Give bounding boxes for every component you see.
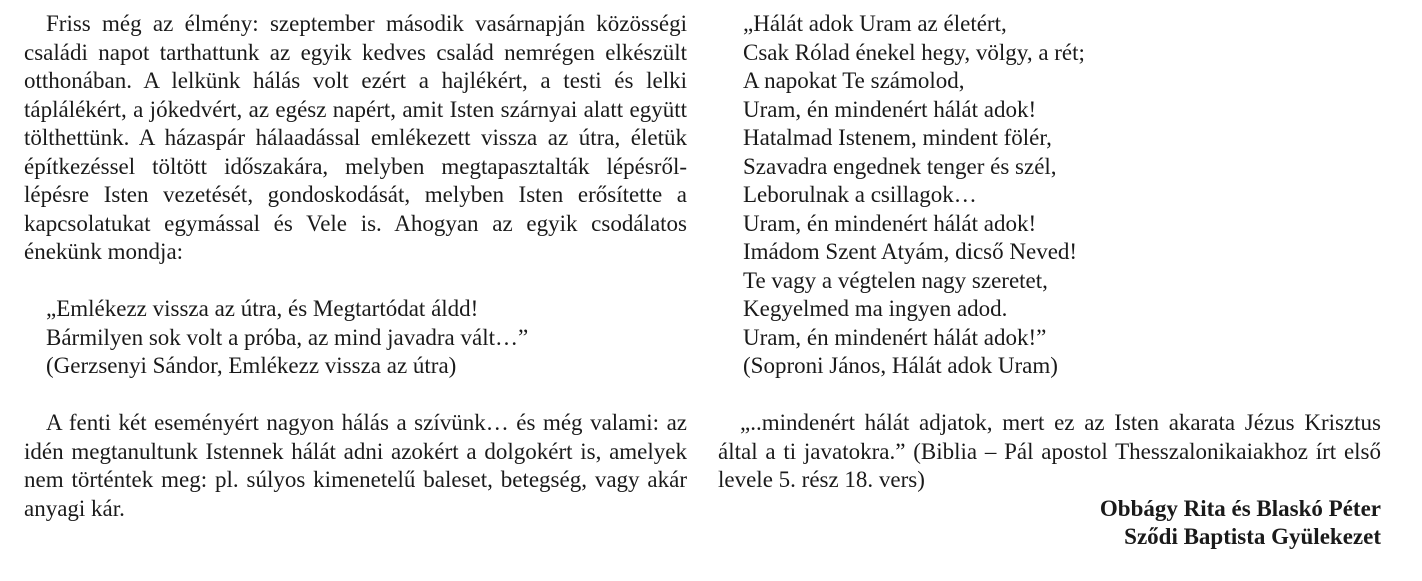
song-quote-line: Bármilyen sok volt a próba, az mind javadra vált…” xyxy=(46,324,529,350)
hymn-line: Csak Rólad énekel hegy, völgy, a rét; xyxy=(743,39,1085,65)
congregation-name: Sződi Baptista Gyülekezet xyxy=(1124,524,1381,549)
spacer xyxy=(718,381,1381,410)
author-names: Obbágy Rita és Blaskó Péter xyxy=(1099,495,1381,521)
spacer xyxy=(24,267,687,296)
signature xyxy=(718,495,1381,552)
left-column xyxy=(24,10,687,523)
bible-quote: „..mindenért hálát adjatok, mert ez az Isten akarata Jézus Krisztus által a ti javatokra.” (Biblia – Pál apostol Thesszalonikaiakhoz írt első levele 5. rész 18. vers) xyxy=(718,410,1381,492)
hymn-line: Uram, én mindenért hálát adok! xyxy=(743,210,1037,236)
intro-paragraph: Friss még az élmény: szeptember második vasárnapján közösségi családi napot tarthattunk az egyik kedves család nemrégen elkészült otthonában. A lelkünk hálás volt ezért a hajlékért, a testi és lelki táplálékért, a jókedvért, az egész napért, amit Isten szárnyai alatt együtt tölthettünk. A házaspár hálaadással emlékezett vissza az útra, életük építkezéssel töltött időszakára, melyben megtapasztalták lépésről-lépésre Isten vezetését, gondoskodását, melyben Isten erősítette a kapcsolatukat egymással és Vele is. Ahogyan az egyik csodálatos énekünk mondja: xyxy=(24,11,687,264)
song-quote-line: „Emlékezz vissza az útra, és Megtartódat áldd! xyxy=(46,296,479,321)
hymn xyxy=(718,10,1381,381)
hymn-line: Kegyelmed ma ingyen adod. xyxy=(743,296,1008,321)
hymn-line: Te vagy a végtelen nagy szeretet, xyxy=(743,267,1048,293)
hymn-line: Hatalmad Istenem, mindent fölér, xyxy=(743,125,1052,150)
right-column xyxy=(718,10,1381,552)
hymn-line: Imádom Szent Atyám, dicső Neved! xyxy=(743,239,1078,264)
spacer xyxy=(24,381,687,410)
hymn-line: Leborulnak a csillagok… xyxy=(743,182,977,207)
hymn-line: Uram, én mindenért hálát adok! xyxy=(743,96,1037,122)
hymn-line: Szavadra engednek tenger és szél, xyxy=(743,153,1057,179)
hymn-source: (Soproni János, Hálát adok Uram) xyxy=(743,353,1058,378)
gratitude-paragraph: A fenti két eseményért nagyon hálás a szívünk… és még valami: az idén megtanultunk Istennek hálát adni azokért a dolgokért is, amelyek nem történtek meg: pl. súlyos kimenetelű baleset, betegség, vagy akár anyagi kár. xyxy=(24,410,687,521)
hymn-line: „Hálát adok Uram az életért, xyxy=(743,11,1007,36)
song-quote xyxy=(24,295,687,381)
song-quote-source: (Gerzsenyi Sándor, Emlékezz vissza az útra) xyxy=(46,353,457,378)
hymn-line: A napokat Te számolod, xyxy=(743,68,965,93)
hymn-line: Uram, én mindenért hálát adok!” xyxy=(743,324,1047,350)
